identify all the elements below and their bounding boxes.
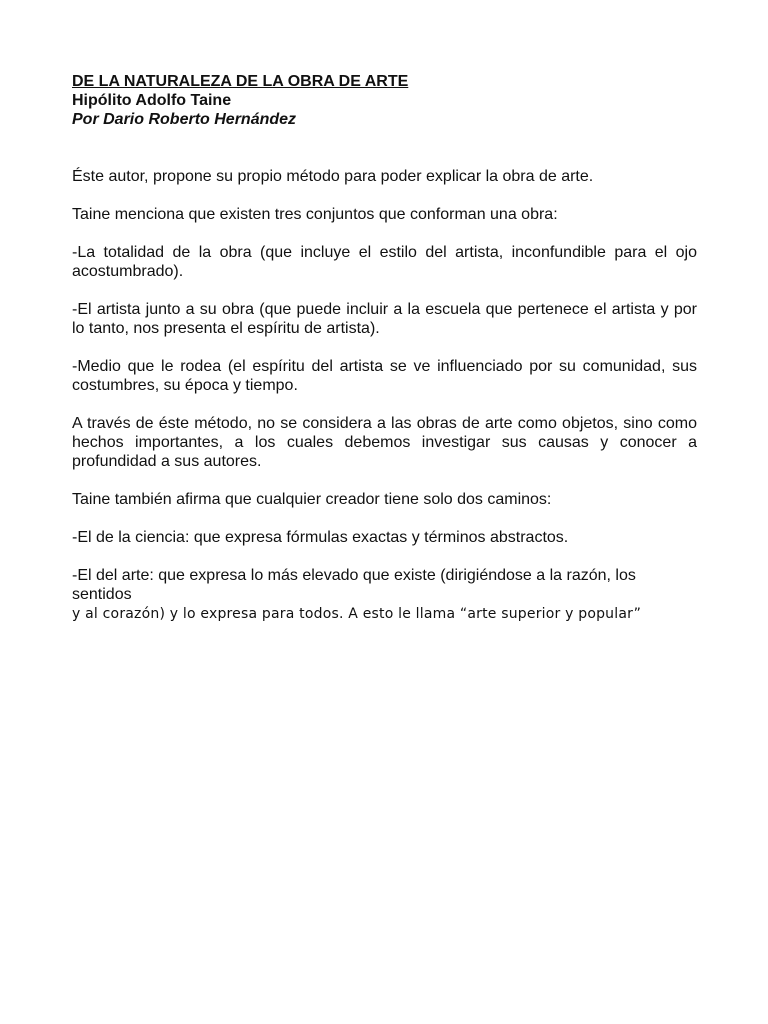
- paragraph: A través de éste método, no se considera a las obras de arte como objetos, sino como hechos importantes, a los cuales debemos investigar sus causas y conocer a profundidad a sus autores.: [72, 415, 697, 470]
- paragraph: -El artista junto a su obra (que puede incluir a la escuela que pertenece el artista y por lo tanto, nos presenta el espíritu de artista).: [72, 301, 697, 337]
- document-page: [72, 72, 697, 643]
- paragraph: -El de la ciencia: que expresa fórmulas exactas y términos abstractos.: [72, 529, 569, 546]
- paragraph: Taine menciona que existen tres conjuntos que conforman una obra:: [72, 206, 558, 223]
- document-body: [72, 167, 697, 624]
- paragraph: Taine también afirma que cualquier creador tiene solo dos caminos:: [72, 491, 552, 508]
- document-title: DE LA NATURALEZA DE LA OBRA DE ARTE: [72, 73, 409, 90]
- last-paragraph: [72, 566, 697, 624]
- author-name: Hipólito Adolfo Taine: [72, 92, 232, 109]
- paragraph: -Medio que le rodea (el espíritu del artista se ve influenciado por su comunidad, sus costumbres, su época y tiempo.: [72, 358, 697, 394]
- last-paragraph-line-2: y al corazón) y lo expresa para todos. A esto le llama “arte superior y popular”: [72, 606, 642, 622]
- paragraph: Éste autor, propone su propio método para poder explicar la obra de arte.: [72, 168, 594, 185]
- paragraph: -La totalidad de la obra (que incluye el estilo del artista, inconfundible para el ojo acostumbrado).: [72, 244, 697, 280]
- byline: Por Dario Roberto Hernández: [72, 111, 297, 128]
- last-paragraph-line-1: -El del arte: que expresa lo más elevado que existe (dirigiéndose a la razón, los sentidos: [72, 567, 636, 603]
